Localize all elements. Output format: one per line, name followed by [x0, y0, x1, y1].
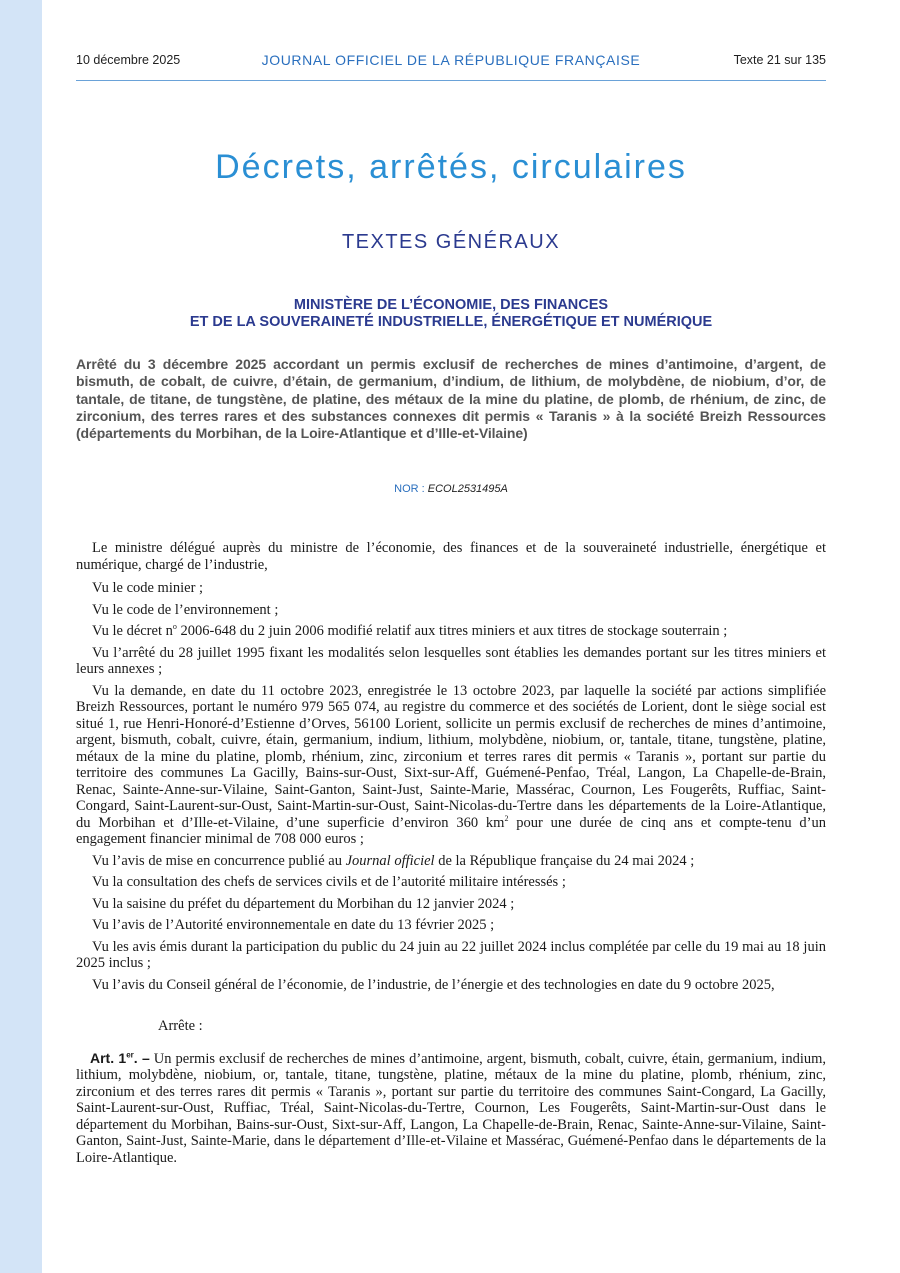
decree-body [76, 540, 826, 1171]
vu-decret-sup: o [172, 622, 177, 632]
header-journal-title: JOURNAL OFFICIEL DE LA RÉPUBLIQUE FRANÇAISE [261, 52, 641, 68]
page-header [76, 53, 826, 71]
section-title: TEXTES GÉNÉRAUX [341, 231, 561, 253]
vu-arrete-1995: Vu l’arrêté du 28 juillet 1995 fixant les modalités selon lesquelles sont établies les demandes portant sur les titres miniers et leurs annexes ; [76, 644, 826, 677]
nor-code: ECOL2531495A [427, 483, 508, 495]
vu-avis-text: Vu l’avis de mise en concurrence publié au [92, 852, 346, 869]
vu-avis-concurrence [76, 853, 826, 870]
article-1-text: Un permis exclusif de recherches de mines d’antimoine, argent, bismuth, cobalt, cuivre, étain, germanium, indium, lithium, molybdène, niobium, or, tantale, titane, tungstène, platine, métaux de la mine du platine, plomb, rhénium, zinc, zirconium et des terres rares dit permis « Taranis », portant sur partie du territoire des communes Saint-Congard, La Gacilly, Saint-Laurent-sur-Oust, Ruffiac, Tréal, Saint-Nicolas-du-Tertre, Cournon, Les Fougerêts, Saint-Martin-sur-Oust dans le département du Morbihan, Bains-sur-Oust, Sixt-sur-Aff, Langon, La Chapelle-de-Brain, Renac, Sainte-Anne-sur-Vilaine, Saint-Ganton, Saint-Just, Sainte-Marie, dans le département d’Ille-et-Vilaine et Massérac, Guémené-Penfao dans le départements de la Loire-Atlantique. [76, 1050, 826, 1166]
decree-title [76, 356, 826, 442]
vu-code-minier: Vu le code minier ; [92, 580, 204, 596]
ministry-heading [76, 297, 826, 331]
header-date: 10 décembre 2025 [76, 53, 181, 67]
vu-demande-sup: 2 [504, 813, 509, 823]
ministry-line-1: MINISTÈRE DE L’ÉCONOMIE, DES FINANCES [293, 297, 609, 313]
intro-paragraph: Le ministre délégué auprès du ministre de l’économie, des finances et de la souveraineté industrielle, énergétique et numérique, chargé de l’industrie, [76, 540, 826, 573]
vu-saisine: Vu la saisine du préfet du département du Morbihan du 12 janvier 2024 ; [92, 895, 515, 912]
header-text-number: Texte 21 sur 135 [733, 53, 826, 67]
vu-participation: Vu les avis émis durant la participation du public du 24 juin au 22 juillet 2024 inclus complétée par celle du 19 mai au 18 juin 2025 inclus ; [76, 938, 826, 971]
vu-demande-text-2: pour une durée de cinq ans et compte-tenu d’un engagement financier minimal de 708 000 euros ; [76, 814, 826, 847]
vu-demande-text: Vu la demande, en date du 11 octobre 2023, enregistrée le 13 octobre 2023, par laquelle la société par actions simplifiée Breizh Ressources, portant le numéro 979 565 074, au registre du commerce et des sociétés de Lorient, dont le siège social est situé 1, rue Henri-Honoré-d’Estienne d’Orves, 56100 Lorient, sollicite un permis exclusif de recherches de mines d’antimoine, argent, bismuth, cobalt, cuivre, étain, germanium, indium, lithium, molybdène, niobium, or, tantale, titane, tungstène, platine, métaux de la mine du platine, plomb, rhénium, zinc, zirconium et terres rares dit permis « Taranis », portant sur partie du territoire des communes La Gacilly, Bains-sur-Oust, Sixt-sur-Aff, Guémené-Penfao, Tréal, Langon, La Chapelle-de-Brain, Renac, Sainte-Anne-sur-Vilaine, Saint-Ganton, Saint-Just, Sainte-Marie, Massérac, Cournon, Les Fougerêts, Ruffiac, Saint-Congard, Saint-Laurent-sur-Oust, Saint-Martin-sur-Oust, Saint-Nicolas-du-Tertre dans les départements de la Loire-Atlantique, du Morbihan et d’Ille-et-Vilaine, d’une superficie d’environ 360 km [76, 682, 826, 831]
vu-avis-text-2: de la République française du 24 mai 2024 ; [434, 852, 695, 869]
vu-autorite-env: Vu l’avis de l’Autorité environnementale en date du 13 février 2025 ; [92, 917, 495, 933]
vu-decret-2006 [76, 623, 826, 640]
article-1-label [90, 1050, 150, 1066]
page-title: Décrets, arrêtés, circulaires [215, 148, 687, 186]
ministry-line-2: ET DE LA SOUVERAINETÉ INDUSTRIELLE, ÉNERGÉTIQUE ET NUMÉRIQUE [189, 314, 713, 330]
nor-label: NOR : [394, 483, 425, 495]
article-1 [76, 1050, 826, 1167]
vu-decret-text-2: 2006-648 du 2 juin 2006 modifié relatif aux titres miniers et aux titres de stockage souterrain ; [176, 623, 728, 639]
left-margin-band [0, 0, 42, 1273]
vu-demande [76, 683, 826, 848]
article-1-dash: . – [133, 1049, 150, 1066]
decree-title-text: Arrêté du 3 décembre 2025 accordant un permis exclusif de recherches de mines d’antimoine, d’argent, de bismuth, de cobalt, de cuivre, d’étain, de germanium, d’indium, de lithium, de molybdène, de niobium, d’or, de tantale, de titane, de tungstène, de platine, des métaux de la mine du platine, de plomb, de rhénium, de zinc, de zirconium, des terres rares et des substances connexes dit permis « Taranis » à la société Breizh Ressources (départements du Morbihan, de la Loire-Atlantique et d’Ille-et-Vilaine) [76, 356, 826, 442]
vu-conseil: Vu l’avis du Conseil général de l’économie, de l’industrie, de l’énergie et des technologies en date du 9 octobre 2025, [92, 976, 775, 993]
vu-consultation: Vu la consultation des chefs de services civils et de l’autorité militaire intéressés ; [92, 874, 566, 890]
arrete-statement: Arrête : [158, 1018, 203, 1034]
header-divider [76, 80, 826, 81]
article-1-sup: er [126, 1049, 134, 1059]
vu-avis-journal: Journal officiel [345, 852, 435, 869]
article-1-number: Art. 1 [90, 1049, 127, 1066]
vu-code-environnement: Vu le code de l’environnement ; [92, 601, 279, 618]
nor-reference [42, 483, 860, 495]
vu-decret-text: Vu le décret n [92, 623, 173, 639]
top-margin-band [42, 0, 900, 42]
